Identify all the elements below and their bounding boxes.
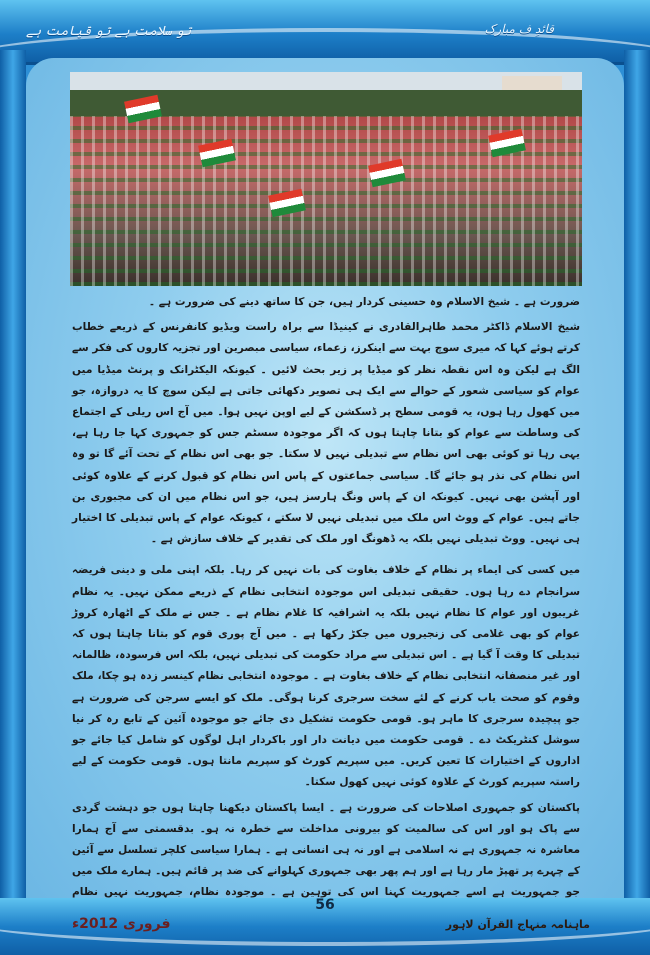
magazine-name: ماہنامہ منہاج القرآن لاہور: [445, 918, 590, 931]
page-number: 56: [315, 897, 335, 913]
rally-photo: [70, 72, 582, 286]
header-right-text: قائدِ ف مبارک: [484, 22, 554, 36]
header-left-text: تو سلامت ہے تو قیامت ہے: [26, 24, 192, 39]
right-frame: [624, 50, 650, 910]
issue-date: فروری 2012ء: [72, 916, 171, 932]
left-frame: [0, 50, 26, 910]
article-paragraph: شیخ الاسلام ڈاکٹر محمد طاہرالقادری نے کینیڈا سے براہ راست ویڈیو کانفرنس کے ذریعے خطاب کرتے ہوئے کہا کہ میری سوچ بہت سے اینکرز، زعماء، سیاسی مبصرین اور تجزیہ کاروں کی فکر سے الگ ہے لیکن وہ اس نقطہ نظر کو میڈیا پر زیر بحث لائیں ۔ کیونکہ الیکٹرانک و پرنٹ میڈیا میں عوام کو سیاسی شعور کے حوالے سے ایک ہی تصویر دکھائی جاتی ہے لیکن سوچ کا یہ دروازہ، جو میں کھول رہا ہوں، یہ قومی سطح پر ڈسکشن کے لیے اوپن نہیں ہوا۔ میں آج اس ریلی کے اجتماع کی وساطت سے عوام کو بتانا چاہتا ہوں کہ اگر موجودہ سسٹم جس کو جمہوری کہا جا رہا ہے، یہی رہا تو کوئی بھی اس نظام سے تبدیلی نہیں لا سکتا۔ جو بھی اس نظام کے تحت آئے گا تو وہ اس نظام کی نذر ہو جائے گا۔ سیاسی جماعتوں کے پاس اس نظام کو قبول کرنے کے علاوہ کوئی اور آپشن بھی نہیں۔ کیونکہ ان کے پاس ونگ ہارسز ہیں، جو اس نظام میں ان کی مجبوری بن جاتے ہیں۔ عوام کے ووٹ اس ملک میں تبدیلی نہیں لا سکتے ، کیونکہ عوام کے پاس تبدیلی کا اختیار ہی نہیں۔ ووٹ تبدیلی نہیں بلکہ یہ ڈھونگ اور ملک کی تقدیر کے خلاف سازش ہے ۔: [72, 321, 580, 546]
article-body: [72, 292, 580, 899]
article-paragraph: ضرورت ہے ۔ شیخ الاسلام وہ حسینی کردار ہیں، جن کا ساتھ دینے کی ضرورت ہے ۔: [148, 296, 580, 308]
article-paragraph: پاکستان کو جمہوری اصلاحات کی ضرورت ہے ۔ ایسا پاکستان دیکھنا چاہتا ہوں جو دہشت گردی سے پاک ہو اور اس کی سالمیت کو بیرونی مداخلت سے خطرہ نہ ہو۔ بدقسمتی سے آج ہمارا معاشرہ نہ جمہوری ہے نہ اسلامی ہے اور نہ ہی انسانی ہے ۔ ہمارا سیاسی کلچر تسلسل سے آئین کے چہرے پر تھپڑ مار رہا ہے اور ہم پھر بھی جمہوری کہلوانے کی ضد پر قائم ہیں۔ ہمارے ملک میں جو جمہوریت ہے اسے جمہوریت کہنا اس کی توہین ہے ۔ موجودہ نظام، جمہوریت نہیں نظام: [72, 801, 580, 899]
article-paragraph: میں کسی کی ایماء پر نظام کے خلاف بغاوت کی بات نہیں کر رہا۔ بلکہ اپنی ملی و دینی فریضہ سرانجام دے رہا ہوں۔ حقیقی تبدیلی اس موجودہ انتخابی نظام کے ذریعے ممکن نہیں۔ یہ نظام غریبوں اور عوام کا نظام نہیں بلکہ یہ اشرافیہ کا غلام نظام ہے ۔ جس نے ملک کے اٹھارہ کروڑ عوام کو بھی غلامی کی زنجیروں میں جکڑ رکھا ہے ۔ میں آج پوری قوم کو بتانا چاہتا ہوں کہ تبدیلی کا وقت آ گیا ہے ۔ اس تبدیلی سے مراد حکومت کی تبدیلی نہیں، بلکہ اس فرسودہ، ظالمانہ اور غیر منصفانہ انتخابی نظام کے خلاف بغاوت ہے ۔ موجودہ انتخابی نظام کینسر زدہ ہو چکا، ملک وقوم کو صحت یاب کرنے کے لئے سخت سرجری کرنا ہوگی۔ ملک کو ایسے سرجن کی ضرورت ہے جو پیچیدہ سرجری کا ماہر ہو۔ قومی حکومت تشکیل دی جائے جو موجودہ آئین کے تابع رہ کر نیا سوشل کنٹریکٹ دے ۔ قومی حکومت میں دیانت دار اور باکردار اہل لوگوں کو شامل کیا جائے جو اداروں کے اختیارات کا تعین کریں۔ میں سپریم کورٹ کو سپریم مانتا ہوں۔ قومی حکومت کے لیے راستہ سپریم کورٹ کے علاوہ کوئی نہیں کھول سکتا۔: [72, 564, 580, 789]
